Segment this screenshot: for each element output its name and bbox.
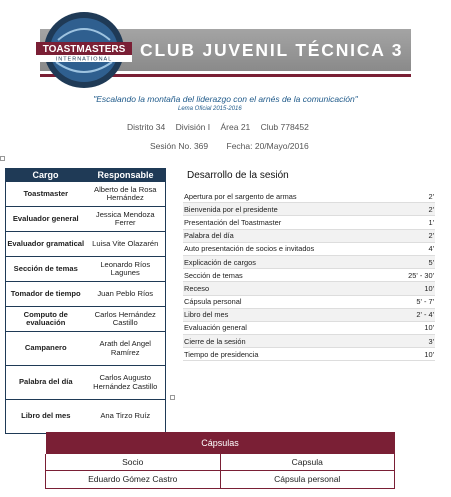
club-number: Club 778452 [260,122,309,132]
responsable-cell: Carlos Hernández Castillo [86,307,166,332]
logo-text-top: TOASTMASTERS [42,44,126,55]
session-number: Sesión No. 369 [150,141,209,151]
division: División I [175,122,211,132]
table-row [6,366,166,400]
agenda-item-label: Apertura por el sargento de armas [184,191,297,201]
club-title: CLUB JUVENIL TÉCNICA 3 [140,40,404,60]
agenda-item-label: Auto presentación de socios e invitados [184,244,315,254]
agenda-item-label: Receso [184,283,210,293]
role-cell: Tomador de tiempo [6,282,86,307]
agenda-item-duration: 5' [428,257,434,267]
table-row [6,282,166,307]
table-row [6,400,166,434]
agenda-title: Desarrollo de la sesión [187,170,289,181]
capsulas-header-socio: Socio [46,454,221,470]
distrito: Distrito 34 [127,122,166,132]
agenda-item-duration: 10' [424,283,434,293]
responsable-cell: Luisa Vite Olazarén [86,232,166,257]
table-row [6,182,166,207]
capsulas-table [45,432,395,489]
table-resize-handle[interactable] [170,395,175,400]
agenda-item-label: Palabra del día [184,231,234,241]
agenda-item-duration: 25' - 30' [408,270,434,280]
agenda-item-duration: 2' - 4' [416,310,434,320]
agenda-item-label: Cápsula personal [184,297,242,307]
agenda-item [183,335,435,348]
responsable-cell: Ana Tirzo Ruíz [86,400,166,434]
role-cell: Computo de evaluación [6,307,86,332]
capsulas-header-capsula: Capsula [220,454,395,470]
agenda-item-duration: 10' [424,323,434,333]
role-cell: Sección de temas [6,257,86,282]
agenda-item [183,243,435,256]
agenda-item [183,216,435,229]
session-info-line [150,141,325,151]
toastmasters-logo [34,10,134,90]
agenda-item-duration: 2' [428,204,434,214]
area: Área 21 [220,122,251,132]
agenda-item-label: Bienvenida por el presidente [184,204,278,214]
responsable-cell: Leonardo Ríos Lagunes [86,257,166,282]
table-move-handle[interactable] [0,156,5,161]
agenda-item-label: Tiempo de presidencia [184,349,259,359]
role-cell: Libro del mes [6,400,86,434]
agenda-item [183,269,435,282]
role-cell: Palabra del día [6,366,86,400]
agenda-item [183,190,435,203]
agenda-item-duration: 3' [428,336,434,346]
agenda-item [183,348,435,361]
club-motto: "Escalando la montaña del liderazgo con el arnés de la comunicación" [93,94,358,104]
club-info-line [127,122,317,132]
agenda-item-label: Presentación del Toastmaster [184,217,282,227]
agenda-item-label: Evaluación general [184,323,247,333]
capsulas-title-row [46,432,395,454]
capsula-name-cell: Cápsula personal [220,470,395,488]
table-row [6,307,166,332]
agenda-item-label: Cierre de la sesión [184,336,246,346]
agenda-item [183,322,435,335]
logo-text-bottom: INTERNATIONAL [55,56,113,63]
agenda-item-duration: 5' - 7' [416,297,434,307]
agenda-item-duration: 4' [428,244,434,254]
responsable-cell: Jessica Mendoza Ferrer [86,207,166,232]
roles-header-responsable: Responsable [86,169,166,182]
roles-header-cargo: Cargo [6,169,86,182]
responsable-cell: Carlos Augusto Hernández Castillo [86,366,166,400]
lema-oficial: Lema Oficial 2015-2016 [178,106,242,112]
table-row [6,257,166,282]
agenda-item-label: Sección de temas [184,270,243,280]
capsulas-header-row [46,454,395,470]
agenda-item [183,256,435,269]
capsulas-title: Cápsulas [46,432,395,454]
agenda-item-duration: 2' [428,191,434,201]
roles-table [5,168,166,434]
agenda-item [183,203,435,216]
role-cell: Toastmaster [6,182,86,207]
agenda-item-label: Explicación de cargos [184,257,256,267]
responsable-cell: Alberto de la Rosa Hernández [86,182,166,207]
role-cell: Campanero [6,332,86,366]
responsable-cell: Juan Peblo Ríos [86,282,166,307]
responsable-cell: Arath del Angel Ramírez [86,332,166,366]
agenda-item-duration: 2' [428,231,434,241]
table-row [6,207,166,232]
role-cell: Evaluador gramatical [6,232,86,257]
role-cell: Evaluador general [6,207,86,232]
agenda-item-duration: 10' [424,349,434,359]
agenda-item [183,230,435,243]
table-row [6,332,166,366]
agenda-item [183,296,435,309]
agenda-item-duration: 1' [428,217,434,227]
agenda-item [183,309,435,322]
table-row [6,232,166,257]
agenda-item [183,282,435,295]
table-row [46,470,395,488]
capsula-socio-cell: Eduardo Gómez Castro [46,470,221,488]
session-date: Fecha: 20/Mayo/2016 [226,141,309,151]
agenda-list [183,190,435,361]
agenda-item-label: Libro del mes [184,310,229,320]
